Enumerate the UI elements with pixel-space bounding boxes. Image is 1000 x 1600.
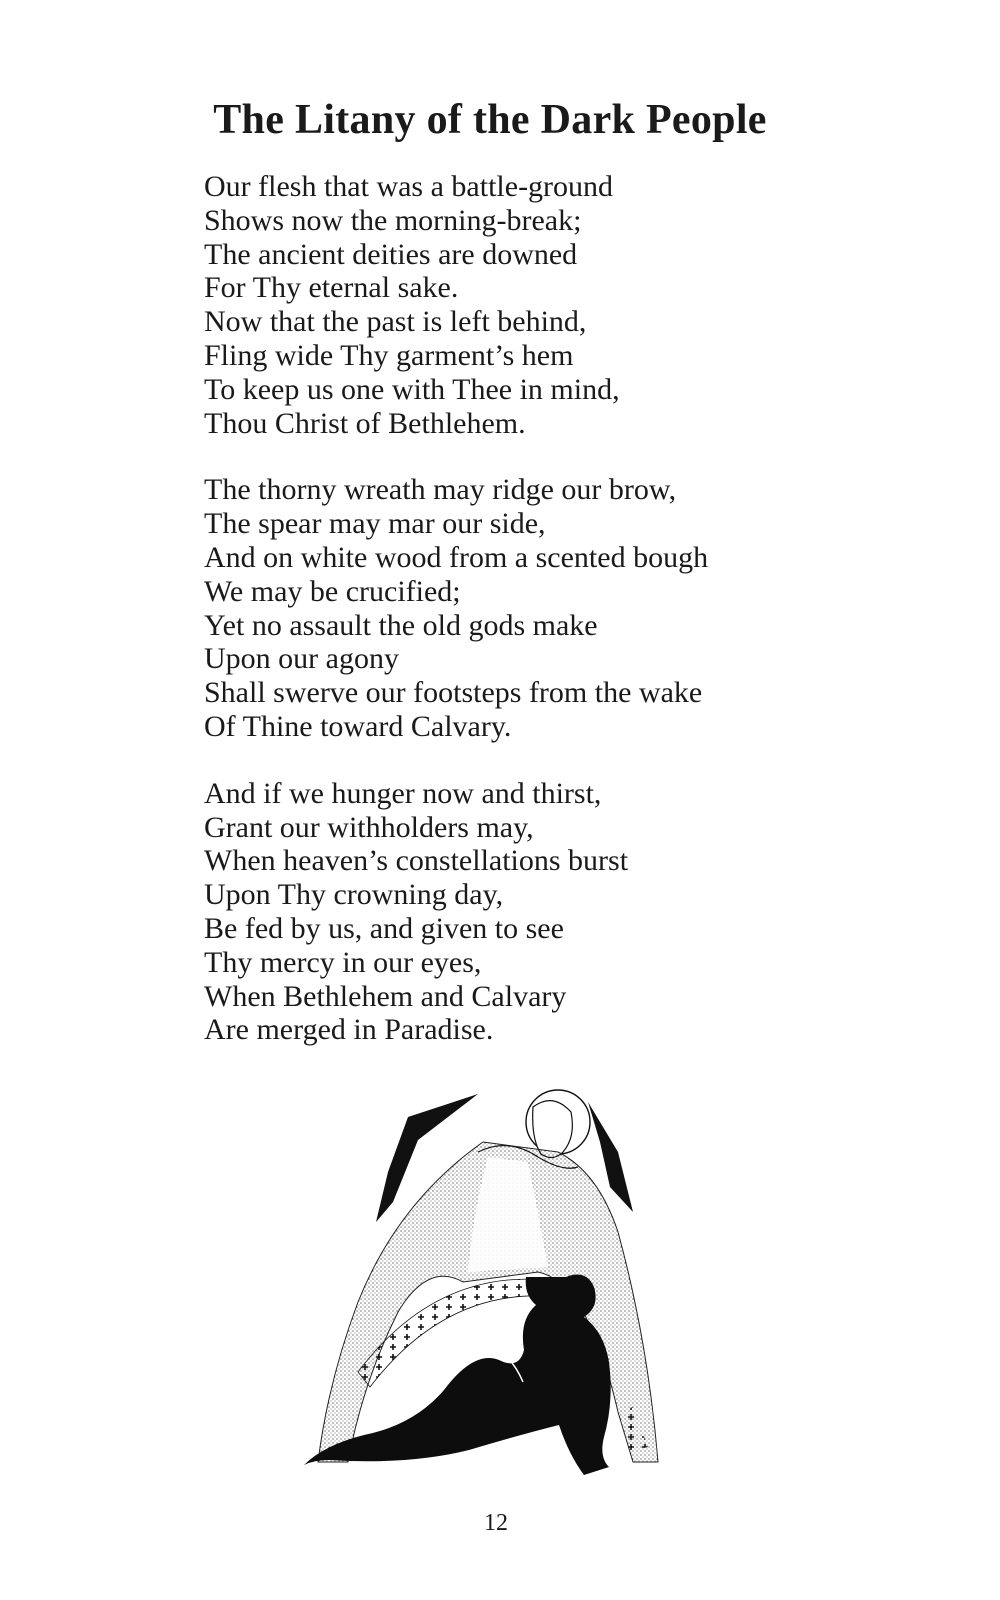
poem-line: Upon Thy crowning day, bbox=[204, 878, 504, 912]
poem-line: Be fed by us, and given to see bbox=[204, 911, 564, 945]
poem-line: Thy mercy in our eyes, bbox=[204, 945, 482, 979]
stanza-3 bbox=[204, 777, 708, 1047]
poem-line: The spear may mar our side, bbox=[204, 507, 546, 541]
poem-line: The ancient deities are downed bbox=[204, 237, 578, 271]
poem-line: The thorny wreath may ridge our brow, bbox=[204, 473, 677, 507]
poem bbox=[204, 170, 708, 1080]
illustration-christ-and-figure bbox=[288, 1082, 688, 1492]
page-number: 12 bbox=[484, 1510, 508, 1536]
poem-line: Upon our agony bbox=[204, 642, 399, 676]
stanza-2 bbox=[204, 473, 708, 743]
page-title-text: The Litany of the Dark People bbox=[213, 97, 767, 143]
poem-line: Grant our withholders may, bbox=[204, 810, 534, 844]
poem-line: And if we hunger now and thirst, bbox=[204, 776, 602, 810]
poem-line: For Thy eternal sake. bbox=[204, 271, 459, 305]
poem-line: Of Thine toward Calvary. bbox=[204, 709, 512, 743]
poem-line: Are merged in Paradise. bbox=[204, 1013, 494, 1047]
poem-line: Fling wide Thy garment’s hem bbox=[204, 338, 574, 372]
poem-line: Shows now the morning-break; bbox=[204, 203, 582, 237]
poem-line: Yet no assault the old gods make bbox=[204, 608, 598, 642]
poem-line: Thou Christ of Bethlehem. bbox=[204, 406, 526, 440]
poem-line: Now that the past is left behind, bbox=[204, 305, 587, 339]
stanza-1 bbox=[204, 170, 708, 440]
poem-line: When Bethlehem and Calvary bbox=[204, 979, 567, 1013]
page-title bbox=[0, 92, 1000, 148]
poem-line: To keep us one with Thee in mind, bbox=[204, 372, 620, 406]
illustration-image bbox=[288, 1082, 688, 1492]
poem-line: Our flesh that was a battle-ground bbox=[204, 170, 614, 203]
poem-line: When heaven’s constellations burst bbox=[204, 844, 629, 878]
poem-line: And on white wood from a scented bough bbox=[204, 540, 709, 574]
poem-line: We may be crucified; bbox=[204, 574, 461, 608]
poem-line: Shall swerve our footsteps from the wake bbox=[204, 676, 703, 710]
